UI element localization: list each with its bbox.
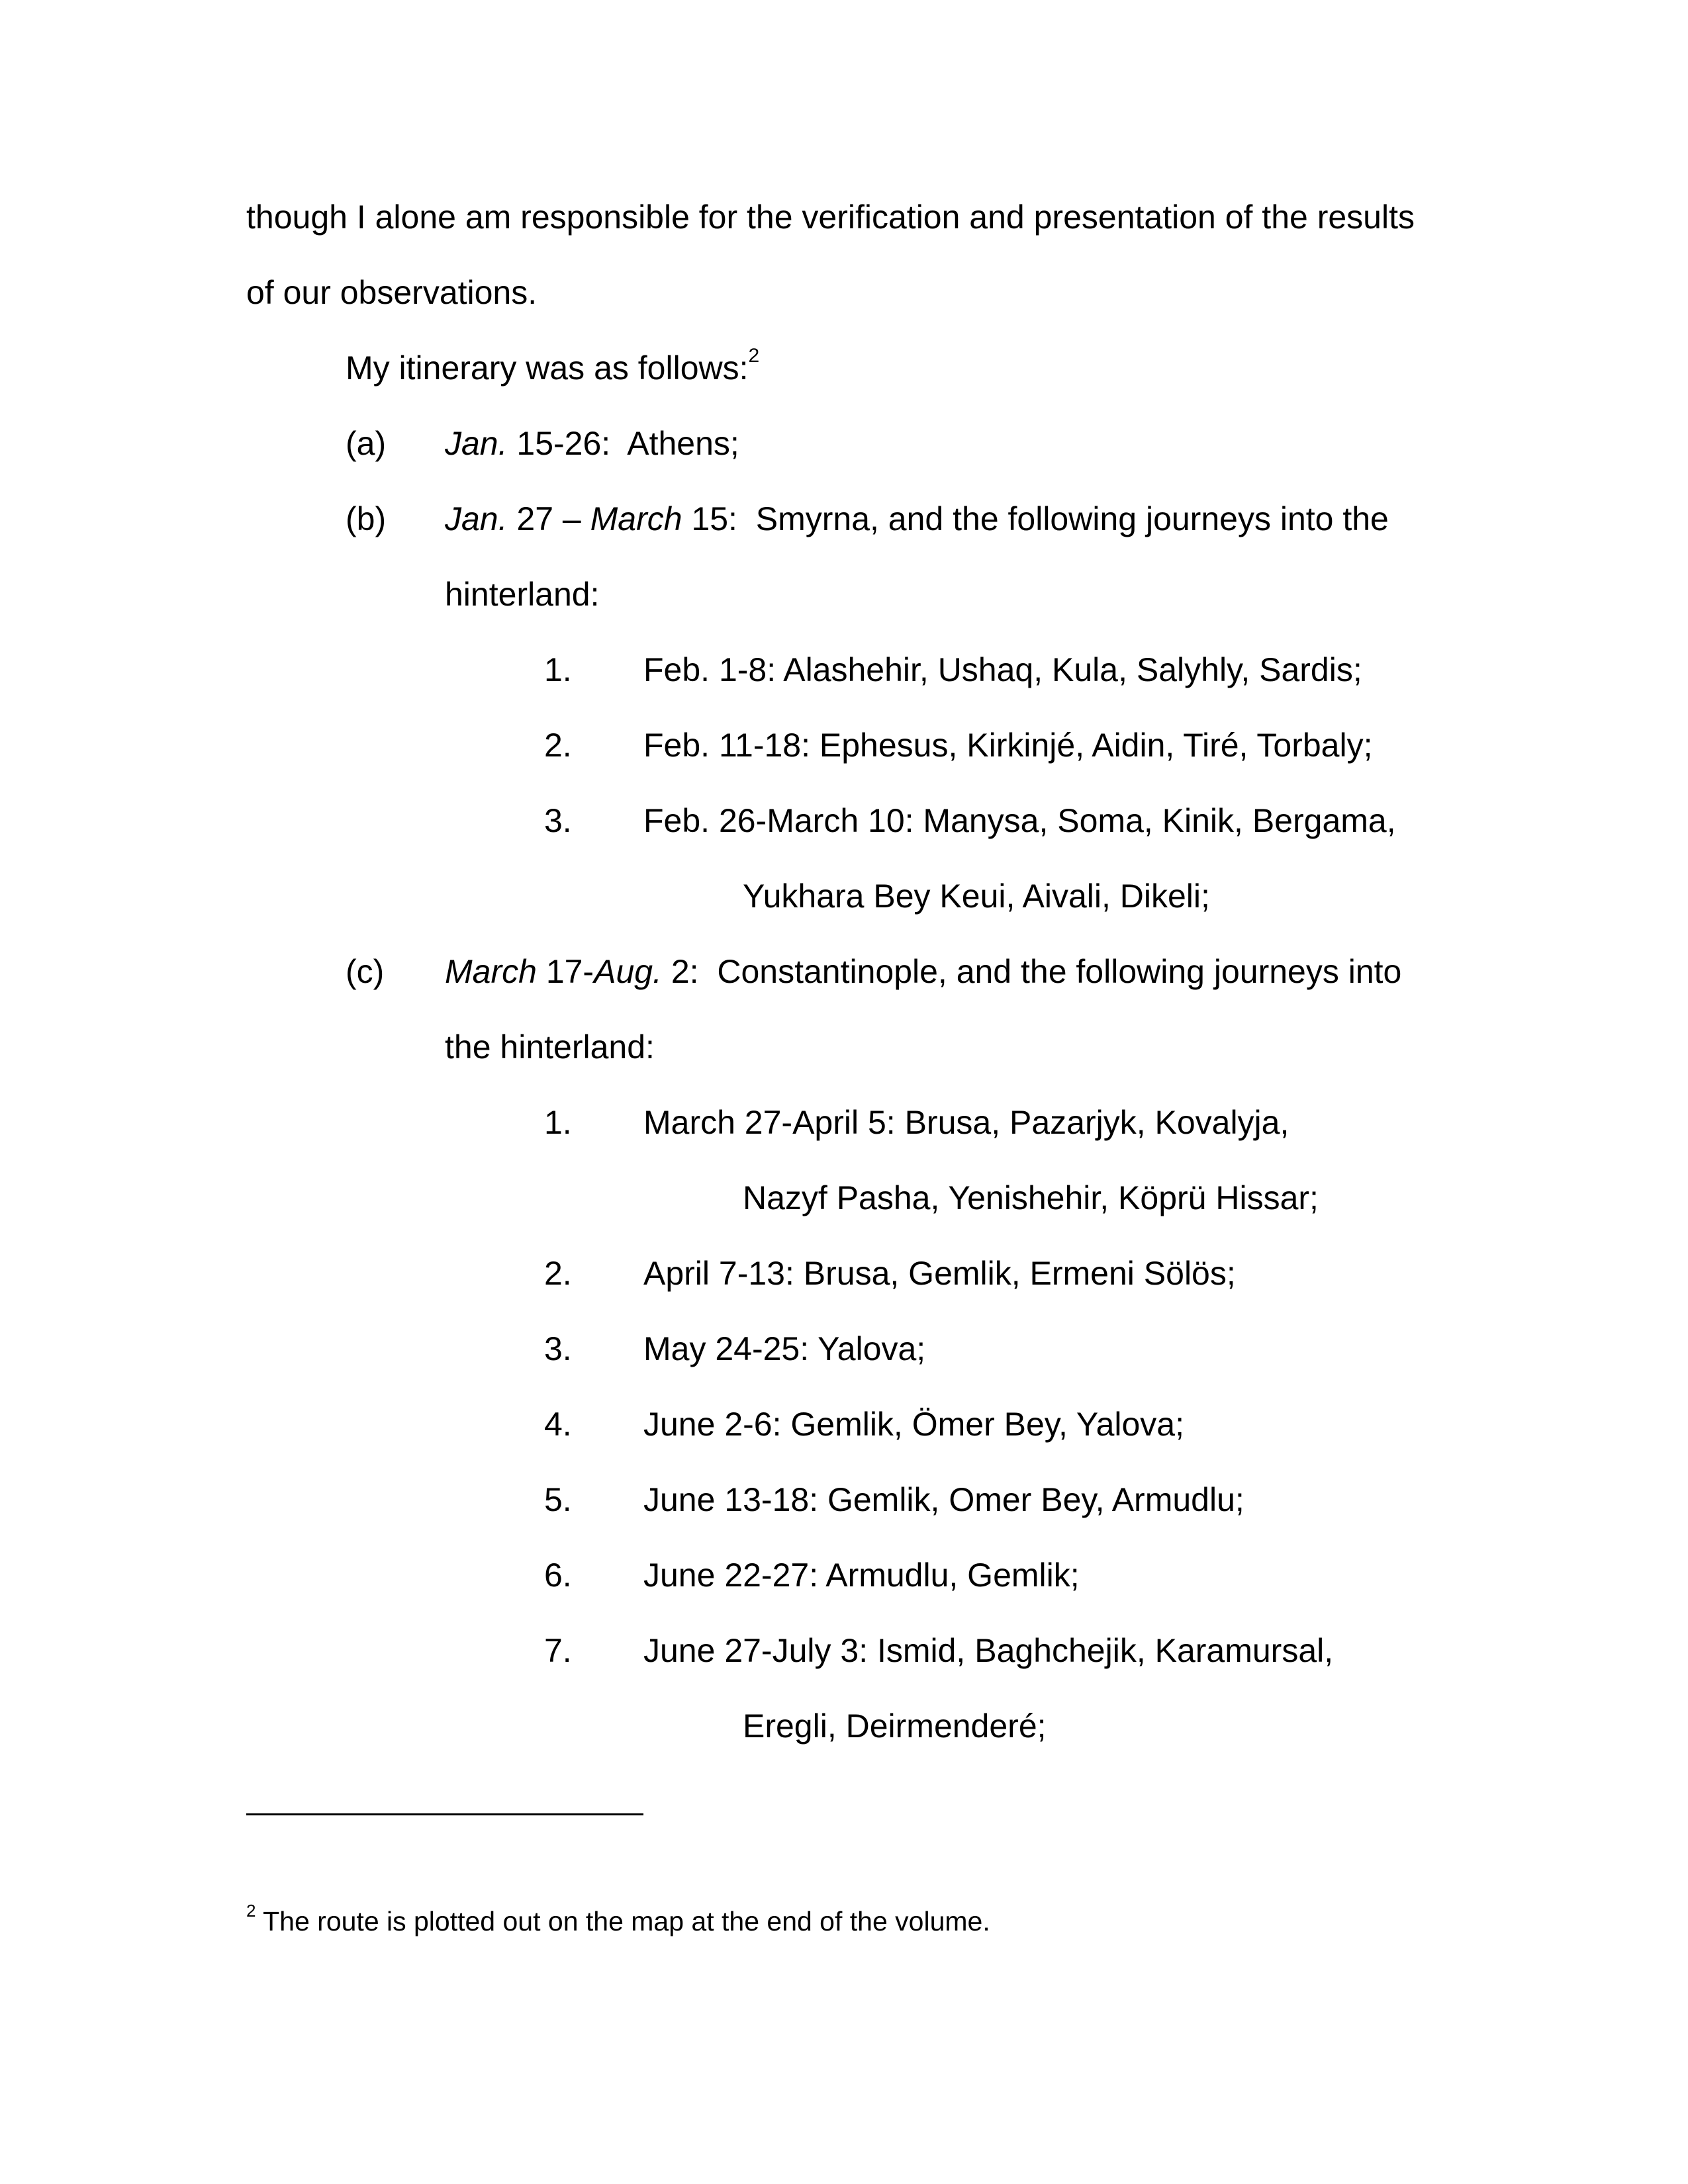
journey-text: June 2-6: Gemlik, Ömer Bey, Yalova; (643, 1406, 1184, 1443)
footnote-reference: 2 (748, 345, 760, 367)
entry-label: (b) (346, 500, 387, 537)
journey-number: 2. (544, 727, 572, 764)
entry-text: Smyrna, and the following journeys into the (755, 500, 1389, 537)
entry-places: Athens; (627, 425, 739, 462)
journey-text: May 24-25: Yalova; (643, 1330, 926, 1367)
journey-number: 4. (544, 1406, 572, 1443)
paragraph-line: though I alone am responsible for the verification and presentation of the results (246, 199, 1415, 236)
journey-continuation: Eregli, Deirmenderé; (743, 1707, 1047, 1745)
entry-text: Constantinople, and the following journeys into (717, 953, 1402, 990)
journey-text: June 22-27: Armudlu, Gemlik; (643, 1557, 1080, 1594)
entry-date-italic: Jan. (445, 425, 508, 462)
entry-date-italic: March (590, 500, 682, 537)
entry-date: 15: (682, 500, 737, 537)
journey-text: April 7-13: Brusa, Gemlik, Ermeni Sölös; (643, 1255, 1236, 1292)
entry-date: 27 – (507, 500, 590, 537)
entry-label: (c) (346, 953, 385, 990)
journey-number: 3. (544, 1330, 572, 1367)
entry-date: 17- (536, 953, 594, 990)
entry-text: the hinterland: (445, 1028, 655, 1066)
entry-date-italic: Jan. (445, 500, 508, 537)
entry-date: 2: (661, 953, 699, 990)
journey-text: March 27-April 5: Brusa, Pazarjyk, Kovalyja, (643, 1104, 1289, 1141)
entry-date-italic: March (445, 953, 537, 990)
footnote-separator (246, 1813, 643, 1815)
entry-text: hinterland: (445, 576, 600, 613)
entry-a-text (445, 424, 739, 463)
paragraph-line: of our observations. (246, 274, 538, 311)
entry-c-text (445, 952, 1401, 991)
itinerary-intro (346, 345, 760, 388)
journey-text: June 27-July 3: Ismid, Baghchejik, Karamursal, (643, 1632, 1334, 1669)
journey-continuation: Yukhara Bey Keui, Aivali, Dikeli; (743, 878, 1210, 915)
footnote-text: The route is plotted out on the map at the end of the volume. (263, 1906, 990, 1936)
journey-number: 1. (544, 1104, 572, 1141)
footnote (246, 1901, 990, 1938)
footnote-marker: 2 (246, 1901, 256, 1921)
entry-date: 15-26: (507, 425, 611, 462)
journey-number: 3. (544, 802, 572, 839)
journey-number: 6. (544, 1557, 572, 1594)
entry-date-italic: Aug. (594, 953, 662, 990)
entry-label: (a) (346, 425, 387, 462)
journey-text: Feb. 1-8: Alashehir, Ushaq, Kula, Salyhly, Sardis; (643, 651, 1362, 688)
journey-text: Feb. 11-18: Ephesus, Kirkinjé, Aidin, Tiré, Torbaly; (643, 727, 1373, 764)
journey-text: June 13-18: Gemlik, Omer Bey, Armudlu; (643, 1481, 1244, 1518)
entry-b-text (445, 499, 1389, 539)
journey-number: 2. (544, 1255, 572, 1292)
journey-text: Feb. 26-March 10: Manysa, Soma, Kinik, Bergama, (643, 802, 1396, 839)
journey-number: 7. (544, 1632, 572, 1669)
journey-number: 5. (544, 1481, 572, 1518)
journey-number: 1. (544, 651, 572, 688)
itinerary-intro-text: My itinerary was as follows: (346, 349, 749, 387)
journey-continuation: Nazyf Pasha, Yenishehir, Köprü Hissar; (743, 1179, 1319, 1216)
